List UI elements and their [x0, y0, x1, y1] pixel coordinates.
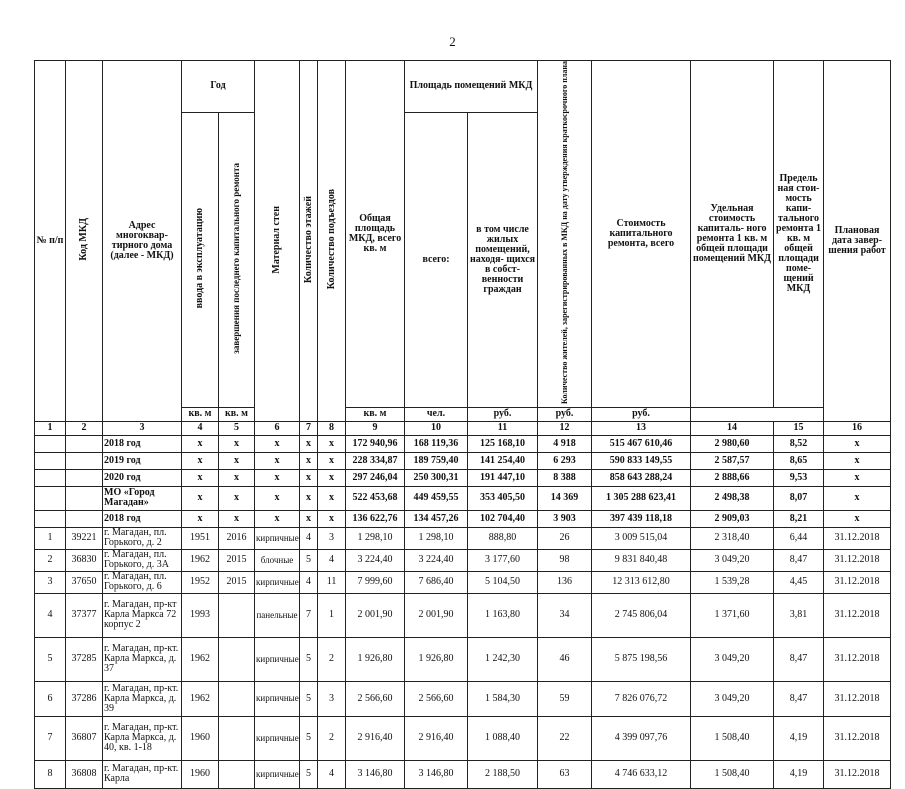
- table-cell: 2 566,60: [346, 681, 405, 716]
- summary-cell: [35, 486, 66, 510]
- table-cell: 39221: [66, 527, 103, 549]
- table-cell: 4,45: [774, 571, 824, 593]
- col-number: 1: [35, 421, 66, 435]
- table-cell: 5: [300, 716, 318, 760]
- table-cell: 5: [300, 681, 318, 716]
- table-cell: 7: [300, 593, 318, 637]
- header-premises-group: Площадь помещений МКД: [405, 61, 538, 113]
- summary-row: [35, 452, 891, 469]
- summary-cell: х: [255, 510, 300, 527]
- table-cell: 98: [538, 549, 592, 571]
- summary-cell: 168 119,36: [405, 435, 468, 452]
- table-cell: 3 009 515,04: [592, 527, 691, 549]
- table-cell: г. Магадан, пр-кт. Карла Маркса, д. 40, кв. 1-18: [103, 716, 182, 760]
- table-cell: [219, 593, 255, 637]
- summary-cell: х: [824, 435, 891, 452]
- table-cell: 36808: [66, 760, 103, 788]
- table-cell: 31.12.2018: [824, 527, 891, 549]
- summary-cell: 6 293: [538, 452, 592, 469]
- header-code: [66, 61, 103, 422]
- table-row: [35, 549, 891, 571]
- table-cell: 2015: [219, 549, 255, 571]
- table-cell: 4 399 097,76: [592, 716, 691, 760]
- summary-cell: 14 369: [538, 486, 592, 510]
- table-cell: 2 745 806,04: [592, 593, 691, 637]
- table-cell: 36807: [66, 716, 103, 760]
- header-residents: [538, 61, 592, 408]
- table-cell: 6: [35, 681, 66, 716]
- table-cell: 1960: [182, 716, 219, 760]
- table-cell: 1 508,40: [691, 760, 774, 788]
- summary-cell: х: [318, 469, 346, 486]
- table-cell: 31.12.2018: [824, 760, 891, 788]
- summary-cell: [66, 435, 103, 452]
- summary-cell: 397 439 118,18: [592, 510, 691, 527]
- unit-max-cost: руб.: [592, 407, 691, 421]
- table-cell: 6,44: [774, 527, 824, 549]
- table-cell: 4: [300, 527, 318, 549]
- col-number: 12: [538, 421, 592, 435]
- summary-cell: [35, 452, 66, 469]
- table-cell: 37286: [66, 681, 103, 716]
- summary-cell: х: [219, 510, 255, 527]
- table-cell: [219, 760, 255, 788]
- unit-unit-cost: руб.: [538, 407, 592, 421]
- table-cell: 31.12.2018: [824, 681, 891, 716]
- table-cell: 31.12.2018: [824, 637, 891, 681]
- table-cell: 11: [318, 571, 346, 593]
- table-cell: 2: [318, 637, 346, 681]
- table-cell: 2 188,50: [468, 760, 538, 788]
- table-cell: 5: [300, 760, 318, 788]
- summary-cell: 191 447,10: [468, 469, 538, 486]
- summary-cell: 449 459,55: [405, 486, 468, 510]
- table-cell: 1 508,40: [691, 716, 774, 760]
- summary-cell: [66, 486, 103, 510]
- table-cell: 31.12.2018: [824, 571, 891, 593]
- table-cell: 7: [35, 716, 66, 760]
- col-number: 9: [346, 421, 405, 435]
- summary-row: [35, 510, 891, 527]
- summary-cell: 4 918: [538, 435, 592, 452]
- table-cell: 1962: [182, 681, 219, 716]
- table-cell: 3 224,40: [405, 549, 468, 571]
- table-row: [35, 637, 891, 681]
- summary-cell: х: [318, 435, 346, 452]
- table-cell: 8,47: [774, 549, 824, 571]
- summary-cell: [66, 510, 103, 527]
- summary-cell: х: [300, 452, 318, 469]
- header-max-cost: Предель ная стои- мость капи- тального ремонта 1 кв. м общей площади поме- щений МКД: [774, 61, 824, 408]
- table-cell: 1 926,80: [346, 637, 405, 681]
- table-cell: 5: [300, 549, 318, 571]
- summary-cell: 2 888,66: [691, 469, 774, 486]
- summary-cell: х: [318, 452, 346, 469]
- table-cell: 3 049,20: [691, 637, 774, 681]
- table-cell: 1 298,10: [405, 527, 468, 549]
- table-cell: 3,81: [774, 593, 824, 637]
- table-cell: 63: [538, 760, 592, 788]
- summary-cell: х: [824, 510, 891, 527]
- table-cell: 37377: [66, 593, 103, 637]
- table-cell: панельные: [255, 593, 300, 637]
- table-cell: 31.12.2018: [824, 549, 891, 571]
- col-number: 8: [318, 421, 346, 435]
- table-cell: 4: [35, 593, 66, 637]
- summary-cell: х: [182, 469, 219, 486]
- summary-cell: 136 622,76: [346, 510, 405, 527]
- col-number: 5: [219, 421, 255, 435]
- table-cell: 2 318,40: [691, 527, 774, 549]
- summary-cell: 8,52: [774, 435, 824, 452]
- header-address: Адрес многоквар- тирного дома (далее - МКД): [103, 61, 182, 422]
- table-cell: 4,19: [774, 760, 824, 788]
- table-cell: 2 916,40: [346, 716, 405, 760]
- table-cell: 1 242,30: [468, 637, 538, 681]
- table-cell: 2 001,90: [405, 593, 468, 637]
- summary-cell: х: [300, 510, 318, 527]
- summary-cell: х: [318, 486, 346, 510]
- summary-cell: 250 300,31: [405, 469, 468, 486]
- summary-cell: [35, 469, 66, 486]
- table-row: [35, 760, 891, 788]
- unit-premises-total: кв. м: [219, 407, 255, 421]
- column-numbers-row: [35, 421, 891, 435]
- summary-cell: х: [182, 435, 219, 452]
- summary-cell: 125 168,10: [468, 435, 538, 452]
- table-cell: 1951: [182, 527, 219, 549]
- table-cell: 1993: [182, 593, 219, 637]
- col-number: 11: [468, 421, 538, 435]
- table-cell: 5 875 198,56: [592, 637, 691, 681]
- table-cell: блочные: [255, 549, 300, 571]
- header-cost: Стоимость капитального ремонта, всего: [592, 61, 691, 408]
- table-cell: кирпичные: [255, 681, 300, 716]
- summary-cell: 2019 год: [103, 452, 182, 469]
- summary-cell: 2020 год: [103, 469, 182, 486]
- summary-cell: 3 903: [538, 510, 592, 527]
- table-cell: кирпичные: [255, 527, 300, 549]
- col-number: 15: [774, 421, 824, 435]
- table-cell: 3 177,60: [468, 549, 538, 571]
- header-wall-text: Материал стен: [271, 205, 283, 274]
- header-year-repair-text: завершения последнего капитального ремонта: [231, 162, 241, 354]
- summary-cell: 134 457,26: [405, 510, 468, 527]
- table-cell: 2015: [219, 571, 255, 593]
- summary-cell: х: [824, 469, 891, 486]
- table-cell: 1 298,10: [346, 527, 405, 549]
- table-cell: 1960: [182, 760, 219, 788]
- col-number: 3: [103, 421, 182, 435]
- table-cell: 1952: [182, 571, 219, 593]
- summary-cell: х: [219, 435, 255, 452]
- summary-cell: 2018 год: [103, 510, 182, 527]
- summary-cell: 297 246,04: [346, 469, 405, 486]
- summary-cell: 8,21: [774, 510, 824, 527]
- table-cell: 3 146,80: [346, 760, 405, 788]
- summary-cell: 8,07: [774, 486, 824, 510]
- summary-row: [35, 486, 891, 510]
- summary-cell: 2 909,03: [691, 510, 774, 527]
- header-premises-owned: в том числе жилых помещений, находя- щихся в собст- венности граждан: [468, 112, 538, 407]
- summary-cell: 172 940,96: [346, 435, 405, 452]
- summary-cell: 141 254,40: [468, 452, 538, 469]
- summary-cell: 1 305 288 623,41: [592, 486, 691, 510]
- summary-row: [35, 469, 891, 486]
- table-cell: 1 584,30: [468, 681, 538, 716]
- unit-total-area: кв. м: [182, 407, 219, 421]
- summary-cell: [66, 452, 103, 469]
- table-cell: 12 313 612,80: [592, 571, 691, 593]
- header-plan-date: Плановая дата завер- шения работ: [824, 61, 891, 422]
- header-year-group: Год: [182, 61, 255, 113]
- summary-cell: 228 334,87: [346, 452, 405, 469]
- summary-cell: 522 453,68: [346, 486, 405, 510]
- table-cell: 1 163,80: [468, 593, 538, 637]
- table-cell: 4 746 633,12: [592, 760, 691, 788]
- summary-cell: 2 980,60: [691, 435, 774, 452]
- col-number: 2: [66, 421, 103, 435]
- table-cell: г. Магадан, пр-кт Карла Маркса 72 корпус 2: [103, 593, 182, 637]
- summary-cell: [35, 435, 66, 452]
- table-cell: 3: [35, 571, 66, 593]
- table-row: [35, 716, 891, 760]
- table-cell: 4: [300, 571, 318, 593]
- summary-cell: 102 704,40: [468, 510, 538, 527]
- col-number: 6: [255, 421, 300, 435]
- table-cell: 2: [35, 549, 66, 571]
- table-cell: 31.12.2018: [824, 716, 891, 760]
- summary-cell: х: [219, 486, 255, 510]
- summary-cell: 590 833 149,55: [592, 452, 691, 469]
- summary-cell: 8 388: [538, 469, 592, 486]
- table-cell: 1 371,60: [691, 593, 774, 637]
- header-year-commission: [182, 112, 219, 407]
- table-body: [35, 421, 891, 788]
- col-number: 16: [824, 421, 891, 435]
- table-cell: 888,80: [468, 527, 538, 549]
- table-cell: 2016: [219, 527, 255, 549]
- table-cell: кирпичные: [255, 571, 300, 593]
- table-cell: 5: [35, 637, 66, 681]
- summary-cell: х: [255, 469, 300, 486]
- table-cell: 31.12.2018: [824, 593, 891, 637]
- col-number: 10: [405, 421, 468, 435]
- summary-cell: х: [300, 486, 318, 510]
- summary-cell: х: [255, 435, 300, 452]
- summary-cell: х: [255, 452, 300, 469]
- table-cell: г. Магадан, пр-кт. Карла Маркса, д. 39: [103, 681, 182, 716]
- table-cell: 5: [300, 637, 318, 681]
- table-cell: 8: [35, 760, 66, 788]
- col-number: 13: [592, 421, 691, 435]
- table-cell: 5 104,50: [468, 571, 538, 593]
- table-cell: 9 831 840,48: [592, 549, 691, 571]
- summary-cell: МО «Город Магадан»: [103, 486, 182, 510]
- col-number: 14: [691, 421, 774, 435]
- header-floors-text: Количество этажей: [302, 195, 314, 283]
- table-cell: 2 566,60: [405, 681, 468, 716]
- header-num: № п/п: [35, 61, 66, 422]
- summary-cell: 2018 год: [103, 435, 182, 452]
- table-cell: 3 146,80: [405, 760, 468, 788]
- unit-premises-owned: кв. м: [346, 407, 405, 421]
- table-cell: 8,47: [774, 637, 824, 681]
- summary-cell: х: [182, 452, 219, 469]
- summary-cell: 8,65: [774, 452, 824, 469]
- table-row: [35, 571, 891, 593]
- table-cell: 26: [538, 527, 592, 549]
- table-cell: 3 049,20: [691, 681, 774, 716]
- header-entrances-text: Количество подъездов: [325, 189, 337, 290]
- col-number: 7: [300, 421, 318, 435]
- summary-cell: х: [219, 452, 255, 469]
- summary-cell: 858 643 288,24: [592, 469, 691, 486]
- table-row: [35, 681, 891, 716]
- table-cell: 1 926,80: [405, 637, 468, 681]
- header-premises-total: всего:: [405, 112, 468, 407]
- unit-cost: руб.: [468, 407, 538, 421]
- summary-cell: х: [182, 486, 219, 510]
- summary-cell: [35, 510, 66, 527]
- table-cell: г. Магадан, пл. Горького, д. 6: [103, 571, 182, 593]
- table-cell: 7 826 076,72: [592, 681, 691, 716]
- header-entrances: [318, 61, 346, 422]
- summary-cell: х: [824, 486, 891, 510]
- summary-cell: 515 467 610,46: [592, 435, 691, 452]
- table-cell: [219, 637, 255, 681]
- header-residents-text: Количество жителей, зарегистрированных в МКД на дату утверждения краткосрочного плана: [560, 61, 570, 404]
- table-cell: 3: [318, 527, 346, 549]
- summary-cell: х: [182, 510, 219, 527]
- table-cell: 1962: [182, 637, 219, 681]
- repair-plan-table: [34, 60, 891, 789]
- summary-cell: 2 498,38: [691, 486, 774, 510]
- col-number: 4: [182, 421, 219, 435]
- table-cell: 37285: [66, 637, 103, 681]
- header-unit-cost: Удельная стоимость капиталь- ного ремонта 1 кв. м общей площади помещений МКД: [691, 61, 774, 408]
- table-cell: г. Магадан, пр-кт. Карла: [103, 760, 182, 788]
- table-row: [35, 527, 891, 549]
- summary-cell: х: [824, 452, 891, 469]
- header-year-repair: [219, 112, 255, 407]
- table-cell: 1 088,40: [468, 716, 538, 760]
- table-cell: 1: [35, 527, 66, 549]
- table-cell: 7 686,40: [405, 571, 468, 593]
- table-cell: 2 001,90: [346, 593, 405, 637]
- table-cell: 136: [538, 571, 592, 593]
- summary-cell: [66, 469, 103, 486]
- table-cell: [219, 681, 255, 716]
- table-cell: 36830: [66, 549, 103, 571]
- table-cell: 4: [318, 760, 346, 788]
- table-cell: 4: [318, 549, 346, 571]
- summary-cell: х: [318, 510, 346, 527]
- table-cell: 59: [538, 681, 592, 716]
- table-cell: кирпичные: [255, 716, 300, 760]
- summary-cell: 189 759,40: [405, 452, 468, 469]
- table-cell: 1962: [182, 549, 219, 571]
- table-row: [35, 593, 891, 637]
- table-cell: 46: [538, 637, 592, 681]
- table-cell: 2 916,40: [405, 716, 468, 760]
- summary-cell: х: [255, 486, 300, 510]
- summary-cell: 353 405,50: [468, 486, 538, 510]
- table-cell: 1 539,28: [691, 571, 774, 593]
- summary-cell: 2 587,57: [691, 452, 774, 469]
- table-cell: 22: [538, 716, 592, 760]
- table-cell: 4,19: [774, 716, 824, 760]
- table-cell: 3 224,40: [346, 549, 405, 571]
- table-cell: 7 999,60: [346, 571, 405, 593]
- table-cell: кирпичные: [255, 637, 300, 681]
- table-cell: 3: [318, 681, 346, 716]
- header-floors: [300, 61, 318, 422]
- summary-cell: х: [300, 435, 318, 452]
- page-number: 2: [449, 34, 456, 49]
- table-cell: 37650: [66, 571, 103, 593]
- table-cell: 8,47: [774, 681, 824, 716]
- unit-residents: чел.: [405, 407, 468, 421]
- header-wall: [255, 61, 300, 422]
- table-cell: кирпичные: [255, 760, 300, 788]
- table-cell: 3 049,20: [691, 549, 774, 571]
- table-cell: 1: [318, 593, 346, 637]
- summary-cell: х: [219, 469, 255, 486]
- summary-cell: 9,53: [774, 469, 824, 486]
- table-cell: г. Магадан, пр-кт. Карла Маркса, д. 37: [103, 637, 182, 681]
- table-cell: 34: [538, 593, 592, 637]
- table-cell: [219, 716, 255, 760]
- header-total-area: Общая площадь МКД, всего кв. м: [346, 61, 405, 408]
- header-year-commission-text: ввода в эксплуатацию: [194, 208, 205, 309]
- summary-cell: х: [300, 469, 318, 486]
- header-code-text: Код МКД: [78, 218, 89, 261]
- table-cell: 2: [318, 716, 346, 760]
- table-cell: г. Магадан, пл. Горького, д. 3А: [103, 549, 182, 571]
- table-cell: г. Магадан, пл. Горького, д. 2: [103, 527, 182, 549]
- summary-row: [35, 435, 891, 452]
